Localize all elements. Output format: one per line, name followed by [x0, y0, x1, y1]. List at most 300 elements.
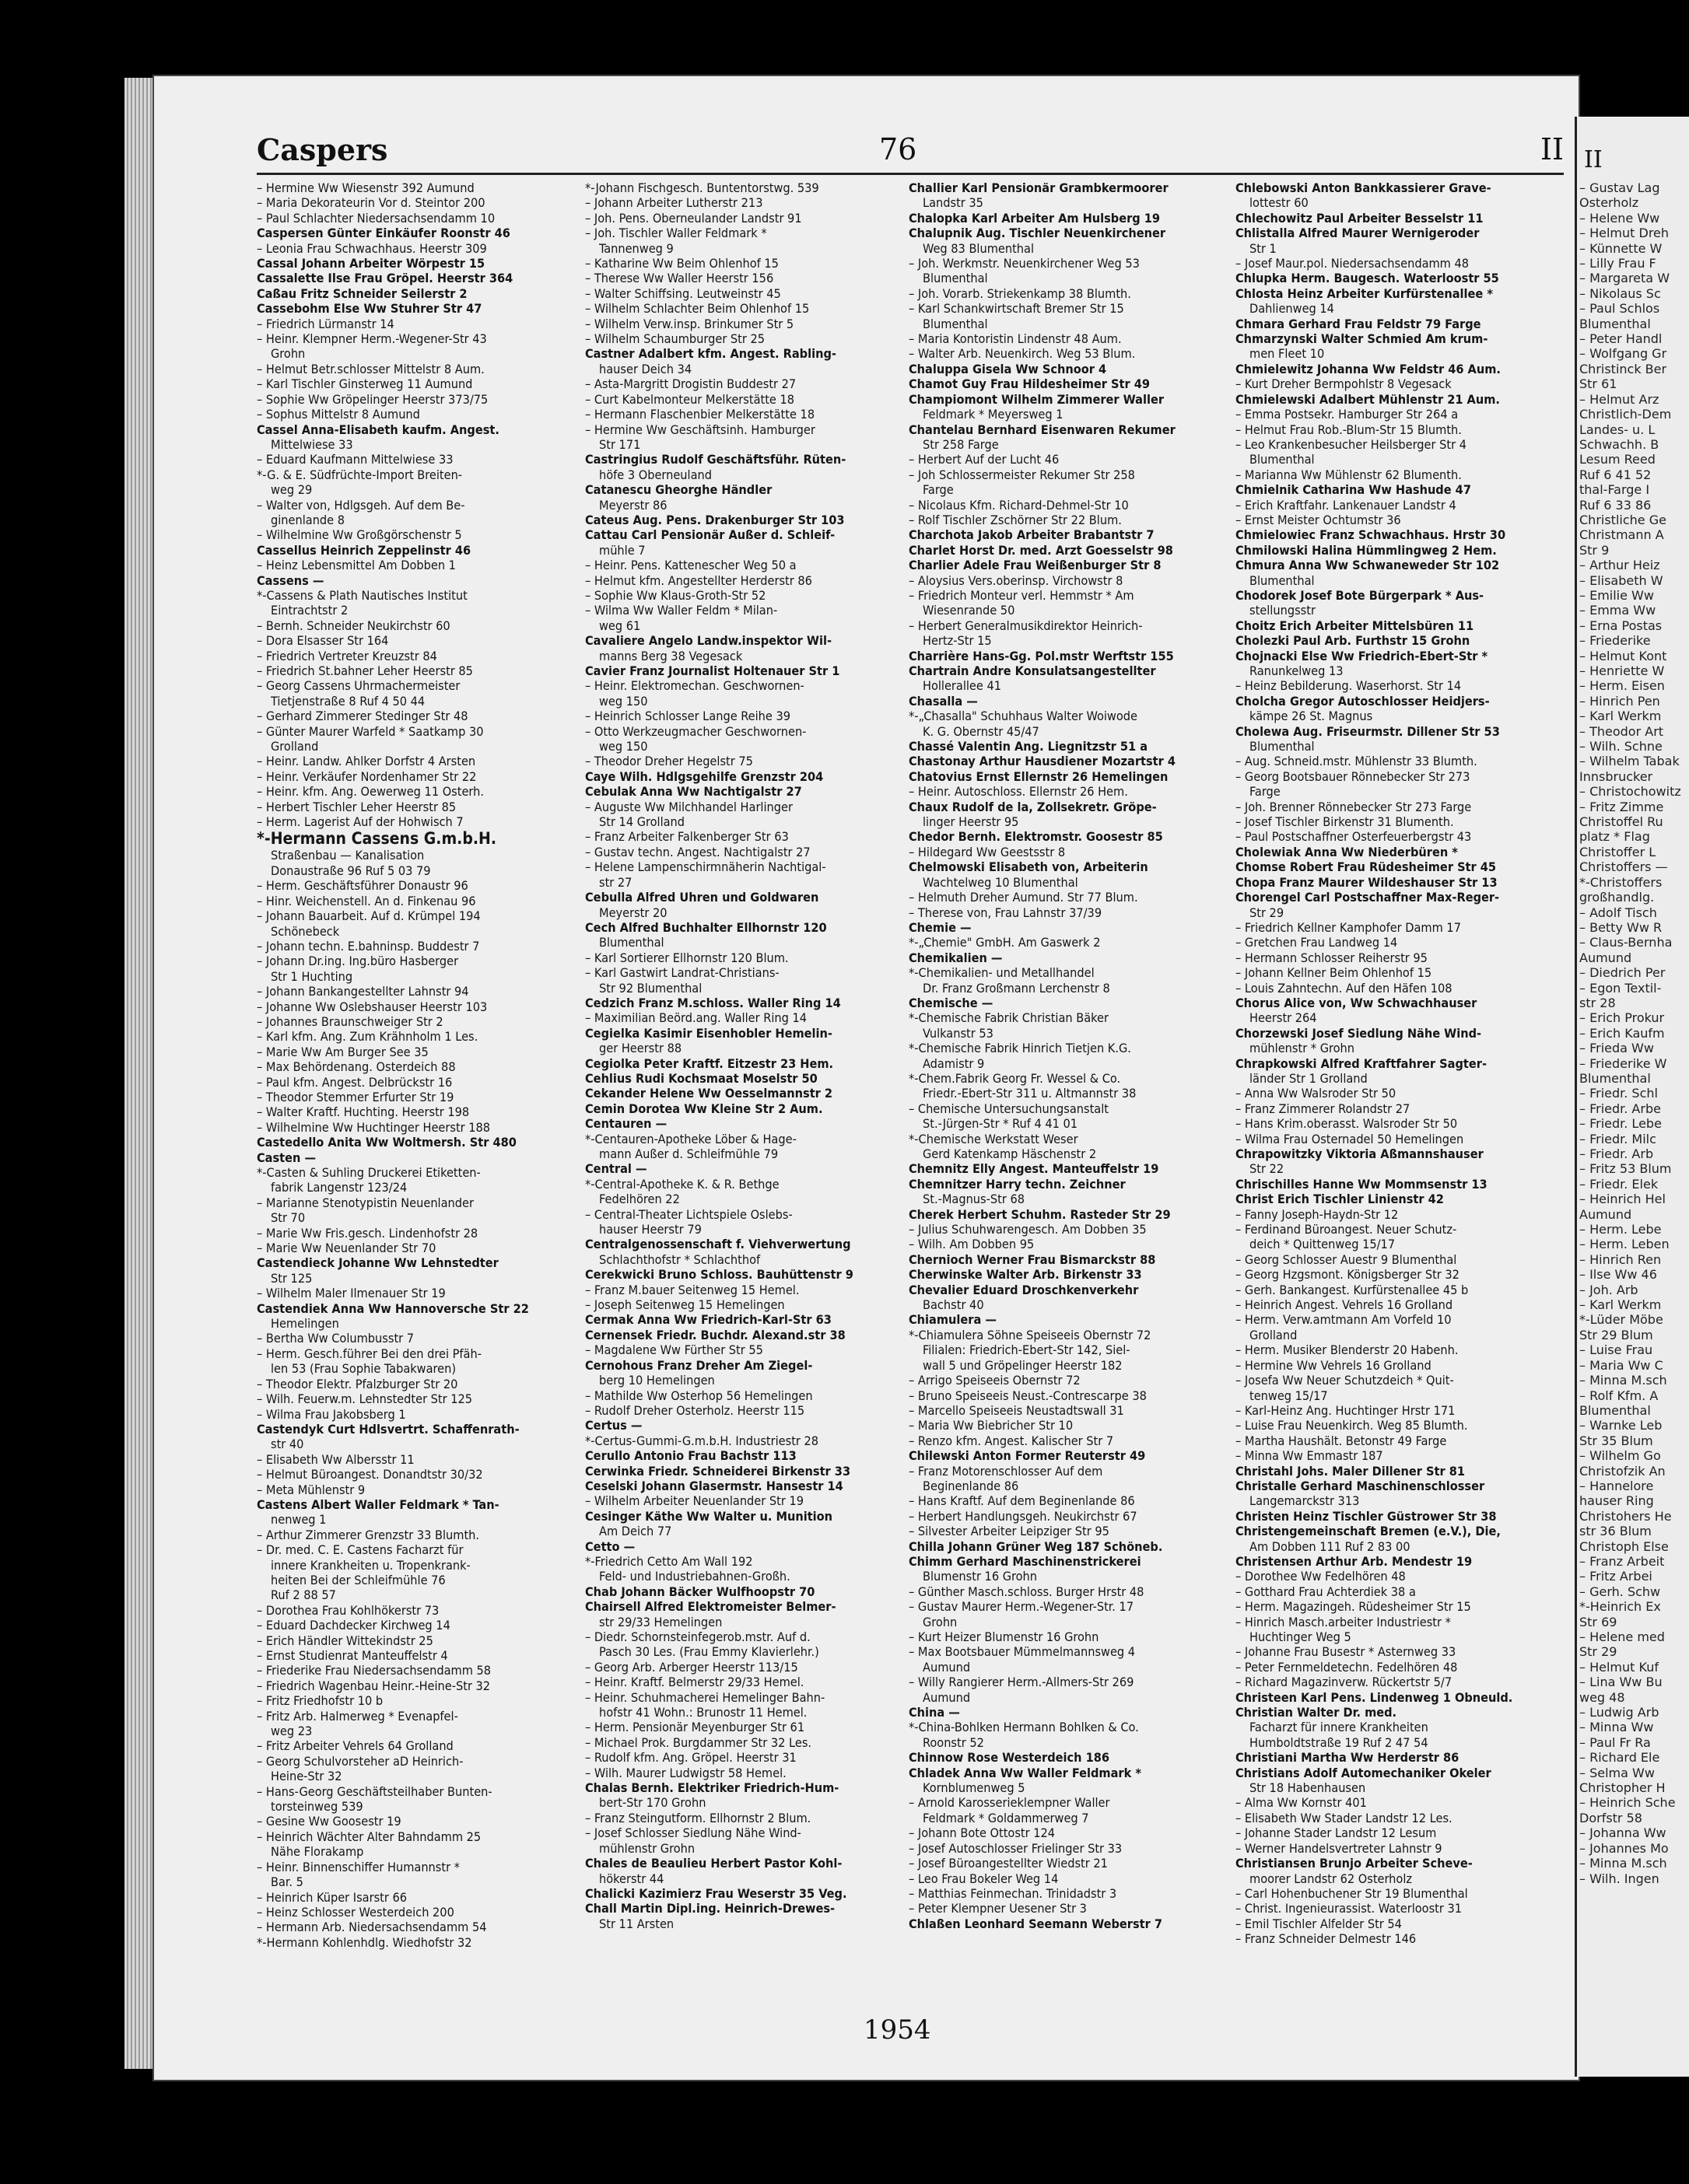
directory-entry: – Max Behördenang. Osterdeich 88 [257, 1059, 456, 1075]
directory-entry: – Elisabeth Ww Stader Landstr 12 Les. [1235, 1810, 1452, 1825]
directory-entry: – Therese Ww Waller Heerstr 156 [585, 271, 774, 286]
directory-entry: Christen Heinz Tischler Güstrower Str 38 [1235, 1508, 1497, 1524]
directory-entry: Christalle Gerhard Maschinenschlosser [1235, 1478, 1485, 1493]
directory-entry: – Hinr. Weichenstell. An d. Finkenau 96 [257, 893, 476, 908]
adjacent-entry: – Minna M.sch [1579, 1373, 1667, 1388]
adjacent-entry: Str 9 [1579, 542, 1610, 558]
directory-entry: len 53 (Frau Sophie Tabakwaren) [271, 1361, 457, 1377]
directory-entry: – Dorothee Ww Fedelhören 48 [1235, 1569, 1406, 1584]
directory-entry: – Maria Ww Biebricher Str 10 [909, 1418, 1074, 1433]
directory-entry: Str 29 [1249, 905, 1284, 920]
directory-entry: Cerullo Antonio Frau Bachstr 113 [585, 1448, 797, 1464]
directory-entry: – Heinr. Kraftf. Belmerstr 29/33 Hemel. [585, 1675, 804, 1690]
directory-entry: Caßau Fritz Schneider Seilerstr 2 [257, 285, 468, 301]
directory-entry: *-China-Bohlken Hermann Bohlken & Co. [909, 1720, 1139, 1735]
directory-entry: – Gustav Maurer Herm.-Wegener-Str. 17 [909, 1599, 1134, 1615]
directory-entry: ginenlande 8 [271, 512, 345, 527]
directory-entry: Humboldtstraße 19 Ruf 2 47 54 [1249, 1734, 1428, 1750]
directory-entry: *-Johann Fischgesch. Buntentorstwg. 539 [585, 180, 819, 195]
directory-entry: – Karl Gastwirt Landrat-Christians- [585, 965, 780, 981]
directory-entry: Str 11 Arsten [599, 1916, 675, 1931]
adjacent-entry: – Peter Handl [1579, 331, 1663, 347]
directory-entry: Langemarckstr 313 [1249, 1493, 1360, 1509]
directory-entry: Chairsell Alfred Elektromeister Belmer- [585, 1599, 836, 1615]
adjacent-entry: – Franz Arbeit [1579, 1553, 1665, 1569]
directory-entry: Cassebohm Else Ww Stuhrer Str 47 [257, 301, 482, 317]
directory-entry: Castendieck Johanne Ww Lehnstedter [257, 1255, 499, 1271]
directory-entry: – Helmut Betr.schlosser Mittelstr 8 Aum. [257, 361, 485, 376]
directory-entry: – Friedrich Lürmanstr 14 [257, 316, 394, 331]
adjacent-entry: – Rolf Kfm. A [1579, 1388, 1659, 1403]
adjacent-entry: – Karl Werkm [1579, 709, 1662, 724]
directory-entry: Heerstr 264 [1249, 1010, 1317, 1026]
directory-entry: Champiomont Wilhelm Zimmerer Waller [909, 391, 1165, 407]
directory-entry: weg 61 [599, 618, 641, 633]
adjacent-entry: – Nikolaus Sc [1579, 285, 1661, 301]
directory-entry: – Karl-Heinz Ang. Huchtinger Hrstr 171 [1235, 1402, 1456, 1418]
directory-entry: – Alma Ww Kornstr 401 [1235, 1795, 1367, 1811]
directory-entry: Chmura Anna Ww Schwaneweder Str 102 [1235, 558, 1500, 573]
directory-entry: – Wilhelm Verw.insp. Brinkumer Str 5 [585, 316, 794, 331]
directory-entry: – Hans Kraftf. Auf dem Beginenlande 86 [909, 1493, 1135, 1509]
directory-entry: – Hans Krim.oberasst. Walsroder Str 50 [1235, 1116, 1458, 1132]
directory-entry: Chmielewski Adalbert Mühlenstr 21 Aum. [1235, 391, 1500, 407]
adjacent-entry: – Wilhelm Go [1579, 1448, 1661, 1464]
directory-entry: – Johanne Ww Oslebshauser Heerstr 103 [257, 999, 488, 1014]
adjacent-entry: – Ilse Ww 46 [1579, 1267, 1657, 1283]
directory-entry: Cegiolka Peter Kraftf. Eitzestr 23 Hem. [585, 1055, 834, 1071]
adjacent-entry: – Helmut Kont [1579, 648, 1667, 663]
directory-entry: Castedello Anita Ww Woltmersh. Str 480 [257, 1135, 517, 1150]
directory-entry: Certus — [585, 1418, 643, 1433]
adjacent-entry: – Herm. Eisen [1579, 678, 1665, 694]
adjacent-entry: – Henriette W [1579, 663, 1665, 678]
directory-entry: Landstr 35 [923, 195, 983, 211]
adjacent-entry: – Fritz Zimme [1579, 799, 1664, 814]
directory-entry: Charchota Jakob Arbeiter Brabantstr 7 [909, 527, 1155, 543]
directory-entry: – Helmut Büroangest. Donandtstr 30/32 [257, 1467, 483, 1482]
directory-entry: – Gretchen Frau Landweg 14 [1235, 935, 1398, 950]
adjacent-entry: – Helmut Dreh [1579, 226, 1670, 241]
directory-entry: Grohn [271, 346, 306, 362]
directory-entry: – Gesine Ww Goosestr 19 [257, 1814, 401, 1829]
directory-entry: Fedelhören 22 [599, 1192, 680, 1207]
directory-entry: – Sophie Ww Klaus-Groth-Str 52 [585, 587, 766, 603]
directory-entry: Chemnitz Elly Angest. Manteuffelstr 19 [909, 1161, 1159, 1177]
adjacent-entry: *-Christoffers [1579, 874, 1663, 890]
directory-entry: Cavier Franz Journalist Holtenauer Str 1 [585, 663, 840, 678]
directory-entry: – Rudolf kfm. Ang. Gröpel. Heerstr 31 [585, 1750, 797, 1766]
directory-entry: – Heinr. Pens. Kattenescher Weg 50 a [585, 558, 797, 573]
directory-entry: – Joh. Tischler Waller Feldmark * [585, 226, 767, 241]
directory-entry: Cehlius Rudi Kochsmaat Moselstr 50 [585, 1070, 818, 1086]
directory-entry: *-Casten & Suhling Druckerei Etiketten- [257, 1165, 481, 1180]
directory-entry: Chopa Franz Maurer Wildeshauser Str 13 [1235, 874, 1498, 890]
directory-entry: – Wilma Frau Osternadel 50 Hemelingen [1235, 1131, 1464, 1146]
adjacent-entry: Osterholz [1579, 195, 1639, 211]
directory-entry: – Arthur Zimmerer Grenzstr 33 Blumth. [257, 1527, 480, 1542]
directory-entry: Chladek Anna Ww Waller Feldmark * [909, 1765, 1141, 1780]
adjacent-entry: Christlich-Dem [1579, 407, 1672, 422]
directory-entry: – Paul Schlachter Niedersachsendamm 10 [257, 210, 496, 226]
directory-entry: – Heinz Schlosser Westerdeich 200 [257, 1904, 454, 1920]
directory-entry: – Georg Bootsbauer Rönnebecker Str 273 [1235, 768, 1470, 784]
directory-entry: fabrik Langenstr 123/24 [271, 1180, 408, 1195]
directory-entry: Chlupka Herm. Baugesch. Waterloostr 55 [1235, 271, 1499, 286]
directory-entry: Chemische — [909, 995, 993, 1010]
directory-entry: Chrapowitzky Viktoria Aßmannshauser [1235, 1146, 1484, 1161]
directory-entry: Str 1 Huchting [271, 968, 353, 984]
adjacent-entry: Landes- u. L [1579, 422, 1656, 437]
directory-entry: hauser Deich 34 [599, 361, 692, 376]
directory-entry: Chmielowiec Franz Schwachhaus. Hrstr 30 [1235, 527, 1506, 543]
directory-entry: Christensen Arthur Arb. Mendestr 19 [1235, 1553, 1473, 1569]
directory-entry: St.-Jürgen-Str * Ruf 4 41 01 [923, 1116, 1078, 1132]
directory-entry: Cekander Helene Ww Oesselmannstr 2 [585, 1086, 833, 1101]
directory-entry: Meyerstr 86 [599, 497, 668, 513]
directory-entry: – Marie Ww Neuenlander Str 70 [257, 1241, 436, 1256]
directory-entry: – Michael Prok. Burgdammer Str 32 Les. [585, 1734, 812, 1750]
directory-entry: – Wilhelmine Ww Großgörschenstr 5 [257, 527, 462, 543]
directory-entry: – Renzo kfm. Angest. Kalischer Str 7 [909, 1433, 1114, 1448]
directory-entry: – Joseph Seitenweg 15 Hemelingen [585, 1297, 785, 1313]
directory-entry: – Josefa Ww Neuer Schutzdeich * Quit- [1235, 1373, 1454, 1388]
directory-entry: Cherwinske Walter Arb. Birkenstr 33 [909, 1267, 1142, 1283]
directory-entry: Chemikalien — [909, 950, 1003, 965]
directory-entry: Kornblumenweg 5 [923, 1780, 1025, 1796]
directory-entry: manns Berg 38 Vegesack [599, 648, 743, 663]
directory-entry: weg 150 [599, 693, 648, 709]
adjacent-entry: str 28 [1579, 995, 1616, 1010]
directory-entry: – Hermann Arb. Niedersachsendamm 54 [257, 1920, 487, 1935]
directory-entry: – Fanny Joseph-Haydn-Str 12 [1235, 1206, 1399, 1222]
adjacent-entry: Innsbrucker [1579, 768, 1653, 784]
directory-entry: mühle 7 [599, 542, 646, 558]
directory-entry: – Willy Rangierer Herm.-Allmers-Str 269 [909, 1675, 1134, 1690]
directory-entry: Wachtelweg 10 Blumenthal [923, 874, 1078, 890]
directory-entry: linger Heerstr 95 [923, 814, 1019, 830]
directory-entry: – Herm. Lagerist Auf der Hohwisch 7 [257, 814, 464, 830]
directory-entry: berg 10 Hemelingen [599, 1373, 715, 1388]
directory-entry: Christiani Martha Ww Herderstr 86 [1235, 1750, 1459, 1766]
directory-entry: Bar. 5 [271, 1874, 303, 1890]
directory-entry: Blumenstr 16 Grohn [923, 1569, 1037, 1584]
adjacent-entry: Christliche Ge [1579, 512, 1666, 527]
adjacent-entry: – Adolf Tisch [1579, 905, 1657, 920]
directory-entry: – Walter Arb. Neuenkirch. Weg 53 Blum. [909, 346, 1136, 362]
directory-entry: Centauren — [585, 1116, 668, 1132]
directory-entry: – Josef Schlosser Siedlung Nähe Wind- [585, 1825, 801, 1841]
adjacent-entry: – Frieda Ww [1579, 1041, 1654, 1056]
directory-entry: – Paul kfm. Angest. Delbrückstr 16 [257, 1074, 453, 1090]
directory-entry: – Herbert Tischler Leher Heerstr 85 [257, 799, 457, 814]
directory-entry: Wiesenrande 50 [923, 603, 1015, 618]
directory-entry: – Joh Schlossermeister Rekumer Str 258 [909, 467, 1135, 482]
adjacent-entry: – Helmut Kuf [1579, 1659, 1659, 1675]
directory-entry: – Leo Krankenbesucher Heilsberger Str 4 [1235, 436, 1466, 452]
directory-entry: – Josef Maur.pol. Niedersachsendamm 48 [1235, 256, 1470, 271]
directory-entry: Chamot Guy Frau Hildesheimer Str 49 [909, 376, 1150, 392]
directory-entry: *-„Chasalla" Schuhhaus Walter Woiwode [909, 709, 1137, 724]
adjacent-entry: Lesum Reed [1579, 452, 1656, 467]
directory-entry: Chrapkowski Alfred Kraftfahrer Sagter- [1235, 1055, 1487, 1071]
directory-entry: Cerwinka Friedr. Schneiderei Birkenstr 33 [585, 1463, 851, 1479]
directory-entry: – Magdalene Ww Fürther Str 55 [585, 1342, 763, 1358]
directory-entry: Aumund [923, 1659, 971, 1675]
adjacent-entry: – Karl Werkm [1579, 1297, 1662, 1313]
directory-entry: Grolland [1249, 1327, 1298, 1342]
directory-entry: – Georg Cassens Uhrmachermeister [257, 678, 461, 694]
directory-entry: Friedr.-Ebert-Str 311 u. Altmannstr 38 [923, 1086, 1137, 1101]
directory-entry: nenweg 1 [271, 1512, 327, 1528]
adjacent-entry: – Minna Ww [1579, 1720, 1654, 1735]
directory-entry: – Hildegard Ww Geestsstr 8 [909, 844, 1066, 859]
directory-entry: – Herm. Musiker Blenderstr 20 Habenh. [1235, 1342, 1459, 1358]
directory-entry: – Max Bootsbauer Mümmelmannsweg 4 [909, 1644, 1136, 1660]
directory-entry: – Herbert Auf der Lucht 46 [909, 452, 1060, 467]
directory-entry: – Eduard Kaufmann Mittelwiese 33 [257, 452, 454, 467]
directory-entry: Chelmowski Elisabeth von, Arbeiterin [909, 859, 1148, 875]
directory-entry: – Julius Schuhwarengesch. Am Dobben 35 [909, 1222, 1147, 1237]
directory-entry: – Martha Haushält. Betonstr 49 Farge [1235, 1433, 1447, 1448]
directory-entry: Weg 83 Blumenthal [923, 240, 1034, 256]
directory-entry: – Wilh. Am Dobben 95 [909, 1237, 1035, 1252]
directory-entry: Blumenthal [1249, 452, 1315, 467]
adjacent-page-column [1579, 180, 1681, 1886]
directory-entry: Chemie — [909, 919, 972, 935]
directory-entry: *-Chem.Fabrik Georg Fr. Wessel & Co. [909, 1070, 1121, 1086]
directory-entry: – Georg Arb. Arberger Heerstr 113/15 [585, 1659, 798, 1675]
directory-entry: – Richard Magazinverw. Rückertstr 5/7 [1235, 1675, 1452, 1690]
directory-entry: – Maximilian Beörd.ang. Waller Ring 14 [585, 1010, 807, 1026]
adjacent-entry: – Friedr. Elek [1579, 1176, 1659, 1192]
directory-entry: – Leo Frau Bokeler Weg 14 [909, 1871, 1059, 1886]
directory-entry: *-Chemische Werkstatt Weser [909, 1131, 1078, 1146]
directory-entry: – Johann Bote Ottostr 124 [909, 1825, 1056, 1841]
directory-entry: Vulkanstr 53 [923, 1025, 993, 1041]
directory-entry: Chedor Bernh. Elektromstr. Goosestr 85 [909, 829, 1163, 845]
adjacent-entry: – Fritz Arbei [1579, 1569, 1652, 1584]
adjacent-entry: – Arthur Heiz [1579, 558, 1660, 573]
directory-entry: Tannenweg 9 [599, 240, 674, 256]
adjacent-entry: – Lilly Frau F [1579, 256, 1656, 271]
directory-entry: – Franz Schneider Delmestr 146 [1235, 1931, 1417, 1947]
directory-entry: – Wilma Frau Jakobsberg 1 [257, 1406, 406, 1422]
adjacent-entry: Christopher H [1579, 1780, 1666, 1796]
adjacent-entry: – Lina Ww Bu [1579, 1675, 1663, 1690]
directory-entry: – Arnold Karosserieklempner Waller [909, 1795, 1110, 1811]
directory-entry: Christengemeinschaft Bremen (e.V.), Die, [1235, 1524, 1501, 1539]
directory-entry: – Dr. med. C. E. Castens Facharzt für [257, 1542, 464, 1558]
directory-entry: – Katharine Ww Beim Ohlenhof 15 [585, 256, 779, 271]
directory-entry: Chiamulera — [909, 1312, 997, 1328]
directory-entry: lottestr 60 [1249, 195, 1309, 211]
directory-entry: mann Außer d. Schleifmühle 79 [599, 1146, 779, 1161]
directory-entry: – Josef Büroangestellter Wiedstr 21 [909, 1856, 1108, 1871]
directory-entry: – Elisabeth Ww Albersstr 11 [257, 1451, 415, 1467]
directory-entry: Chlosta Heinz Arbeiter Kurfürstenallee * [1235, 285, 1493, 301]
directory-entry: *-Centauren-Apotheke Löber & Hage- [585, 1131, 797, 1146]
adjacent-entry: Christoffer L [1579, 844, 1656, 859]
directory-entry: – Auguste Ww Milchhandel Harlinger [585, 799, 793, 814]
directory-entry: – Johannes Braunschweiger Str 2 [257, 1013, 443, 1029]
directory-entry: – Sophus Mittelstr 8 Aumund [257, 407, 420, 422]
directory-entry: Chastonay Arthur Hausdiener Mozartstr 4 [909, 754, 1176, 769]
directory-entry: – Heinrich Wächter Alter Bahndamm 25 [257, 1829, 482, 1844]
directory-entry: – Dora Elsasser Str 164 [257, 633, 389, 649]
directory-entry: – Werner Handelsvertreter Lahnstr 9 [1235, 1840, 1442, 1856]
adjacent-entry: – Helene Ww [1579, 210, 1660, 226]
directory-entry: – Georg Schulvorsteher aD Heinrich- [257, 1753, 464, 1769]
directory-entry: Chodorek Josef Bote Bürgerpark * Aus- [1235, 587, 1484, 603]
directory-entry: Tietjenstraße 8 Ruf 4 50 44 [271, 693, 426, 709]
directory-entry: *-Cassens & Plath Nautisches Institut [257, 587, 468, 603]
adjacent-entry: Blumenthal [1579, 1402, 1651, 1418]
directory-entry: Feldmark * Goldammerweg 7 [923, 1810, 1089, 1825]
adjacent-entry: – Minna M.sch [1579, 1856, 1667, 1871]
directory-entry: – Hermann Flaschenbier Melkerstätte 18 [585, 407, 815, 422]
directory-entry: Ruf 2 88 57 [271, 1587, 336, 1603]
directory-entry: – Johann Bankangestellter Lahnstr 94 [257, 984, 469, 999]
directory-entry: *-Chemikalien- und Metallhandel [909, 965, 1095, 981]
directory-entry: – Bertha Ww Columbusstr 7 [257, 1331, 415, 1346]
directory-entry: – Franz Zimmerer Rolandstr 27 [1235, 1101, 1410, 1116]
directory-entry: – Marianne Stenotypistin Neuenlander [257, 1195, 474, 1210]
directory-entry: Chalupnik Aug. Tischler Neuenkirchener [909, 226, 1166, 241]
adjacent-entry: – Margareta W [1579, 271, 1670, 286]
directory-entry: – Eduard Dachdecker Kirchweg 14 [257, 1618, 450, 1633]
directory-entry: Cemin Dorotea Ww Kleine Str 2 Aum. [585, 1101, 823, 1116]
adjacent-entry: – Friedr. Schl [1579, 1086, 1658, 1101]
directory-entry: Cassal Johann Arbeiter Wörpestr 15 [257, 256, 485, 271]
directory-entry: – Theodor Stemmer Erfurter Str 19 [257, 1089, 454, 1104]
directory-entry: Chilla Johann Grüner Weg 187 Schöneb. [909, 1538, 1163, 1554]
directory-entry: Facharzt für innere Krankheiten [1249, 1720, 1428, 1735]
directory-entry: – Johann Arbeiter Lutherstr 213 [585, 195, 763, 211]
directory-entry: Ranunkelweg 13 [1249, 663, 1344, 678]
directory-entry: – Wilhelm Maler Ilmenauer Str 19 [257, 1286, 446, 1301]
directory-entry: – Chemische Untersuchungsanstalt [909, 1101, 1109, 1116]
directory-entry: Choitz Erich Arbeiter Mittelsbüren 11 [1235, 618, 1474, 633]
adjacent-entry: – Fritz 53 Blum [1579, 1161, 1672, 1177]
directory-entry: – Franz M.bauer Seitenweg 15 Hemel. [585, 1282, 800, 1297]
directory-entry: *-G. & E. Südfrüchte-Import Breiten- [257, 467, 463, 482]
directory-entry: moorer Landstr 62 Osterholz [1249, 1871, 1413, 1886]
directory-entry: Cholezki Paul Arb. Furthstr 15 Grohn [1235, 633, 1470, 649]
directory-entry: – Helene Lampenschirmnäherin Nachtigal- [585, 859, 826, 875]
directory-entry: Feldmark * Meyersweg 1 [923, 407, 1064, 422]
adjacent-entry: – Selma Ww [1579, 1765, 1655, 1780]
directory-entry: torsteinweg 539 [271, 1799, 363, 1815]
directory-entry: Chartrain Andre Konsulatsangestellter [909, 663, 1156, 678]
directory-entry: Chlistalla Alfred Maurer Wernigeroder [1235, 226, 1480, 241]
directory-entry: Chlaßen Leonhard Seemann Weberstr 7 [909, 1916, 1163, 1931]
directory-entry: Cassens — [257, 572, 324, 588]
adjacent-entry: – Warnke Leb [1579, 1418, 1663, 1433]
directory-entry: Cateus Aug. Pens. Drakenburger Str 103 [585, 512, 845, 527]
directory-entry: – Maria Dekorateurin Vor d. Steintor 200 [257, 195, 485, 211]
directory-entry: Cetto — [585, 1538, 636, 1554]
directory-entry: Blumenthal [599, 935, 664, 950]
directory-entry: Am Deich 77 [599, 1524, 672, 1539]
directory-entry: Farge [923, 482, 954, 498]
directory-entry: – Heinr. kfm. Ang. Oewerweg 11 Osterh. [257, 784, 484, 800]
directory-entry: Str 22 [1249, 1161, 1284, 1177]
directory-entry: – Josef Autoschlosser Frielinger Str 33 [909, 1840, 1123, 1856]
directory-entry: Chimm Gerhard Maschinenstrickerei [909, 1553, 1141, 1569]
directory-entry: Chalicki Kazimierz Frau Weserstr 35 Veg. [585, 1885, 847, 1901]
directory-entry: – Central-Theater Lichtspiele Oslebs- [585, 1206, 793, 1222]
directory-entry: kämpe 26 St. Magnus [1249, 709, 1373, 724]
adjacent-entry: Christmann A [1579, 527, 1664, 543]
directory-entry: Chaluppa Gisela Ww Schnoor 4 [909, 361, 1107, 376]
adjacent-entry: – Richard Ele [1579, 1750, 1660, 1766]
directory-entry: weg 29 [271, 482, 313, 498]
adjacent-entry: – Egon Textil- [1579, 980, 1662, 996]
adjacent-entry: Aumund [1579, 950, 1632, 965]
directory-entry: Grohn [923, 1614, 958, 1629]
directory-entry: – Aloysius Vers.oberinsp. Virchowstr 8 [909, 572, 1123, 588]
directory-entry: – Therese von, Frau Lahnstr 37/39 [909, 905, 1102, 920]
directory-entry: – Heinrich Schlosser Lange Reihe 39 [585, 709, 791, 724]
adjacent-entry: – Erna Postas [1579, 618, 1663, 633]
directory-entry: tenweg 15/17 [1249, 1388, 1328, 1403]
adjacent-entry: – Herm. Leben [1579, 1237, 1670, 1252]
directory-entry: Str 70 [271, 1210, 306, 1226]
directory-entry: str 40 [271, 1437, 304, 1452]
adjacent-entry: Christoffers — [1579, 859, 1668, 875]
directory-entry: Cermak Anna Ww Friedrich-Karl-Str 63 [585, 1312, 832, 1328]
directory-entry: Chatovius Ernst Ellernstr 26 Hemelingen [909, 768, 1169, 784]
directory-entry: – Bruno Speiseeis Neust.-Contrescarpe 38 [909, 1388, 1147, 1403]
directory-entry: – Helmut Frau Rob.-Blum-Str 15 Blumth. [1235, 422, 1462, 437]
directory-entry: innere Krankheiten u. Tropenkrank- [271, 1557, 471, 1573]
directory-entry: – Friederike Frau Niedersachsendamm 58 [257, 1663, 492, 1678]
adjacent-entry: – Herm. Lebe [1579, 1222, 1662, 1237]
directory-entry: wall 5 und Gröpelinger Heerstr 182 [923, 1357, 1123, 1373]
adjacent-entry: Christoph Else [1579, 1538, 1669, 1554]
directory-entry: – Mathilde Ww Osterhop 56 Hemelingen [585, 1388, 813, 1403]
directory-entry: – Helmuth Dreher Aumund. Str 77 Blum. [909, 890, 1138, 905]
adjacent-entry: – Künnette W [1579, 240, 1663, 256]
adjacent-entry: Ruf 6 41 52 [1579, 467, 1652, 482]
directory-entry: – Karl Schankwirtschaft Bremer Str 15 [909, 301, 1124, 317]
adjacent-entry: – Luise Frau [1579, 1342, 1653, 1358]
directory-entry: Adamistr 9 [923, 1055, 985, 1071]
directory-entry: – Erich Kraftfahr. Lankenauer Landstr 4 [1235, 497, 1456, 513]
directory-entry: – Peter Fernmeldetechn. Fedelhören 48 [1235, 1659, 1458, 1675]
directory-entry: – Leonia Frau Schwachhaus. Heerstr 309 [257, 240, 487, 256]
directory-entry: Chassé Valentin Ang. Liegnitzstr 51 a [909, 739, 1148, 754]
directory-entry: Heine-Str 32 [271, 1769, 342, 1784]
directory-entry: bert-Str 170 Grohn [599, 1795, 706, 1811]
directory-entry: Charlet Horst Dr. med. Arzt Goesselstr 98 [909, 542, 1173, 558]
directory-entry: – Gerhard Zimmerer Stedinger Str 48 [257, 709, 468, 724]
directory-entry: – Wilh. Feuerw.m. Lehnstedter Str 125 [257, 1391, 473, 1407]
adjacent-entry: – Friedr. Milc [1579, 1131, 1656, 1146]
directory-entry: – Ferdinand Büroangest. Neuer Schutz- [1235, 1222, 1457, 1237]
directory-entry: – Friedrich Monteur verl. Hemmstr * Am [909, 587, 1134, 603]
directory-entry: – Johann Dr.ing. Ing.büro Hasberger [257, 954, 459, 969]
directory-entry: – Aug. Schneid.mstr. Mühlenstr 33 Blumth. [1235, 754, 1477, 769]
directory-entry: Bachstr 40 [923, 1297, 984, 1313]
directory-entry: Huchtinger Weg 5 [1249, 1629, 1351, 1644]
directory-entry: *-Certus-Gummi-G.m.b.H. Industriestr 28 [585, 1433, 819, 1448]
directory-entry: Castendyk Curt Hdlsvertrt. Schaffenrath- [257, 1421, 520, 1437]
directory-entry: Chevalier Eduard Droschkenverkehr [909, 1282, 1139, 1297]
directory-entry: – Franz Arbeiter Falkenberger Str 63 [585, 829, 789, 845]
adjacent-entry: – Theodor Art [1579, 723, 1664, 739]
